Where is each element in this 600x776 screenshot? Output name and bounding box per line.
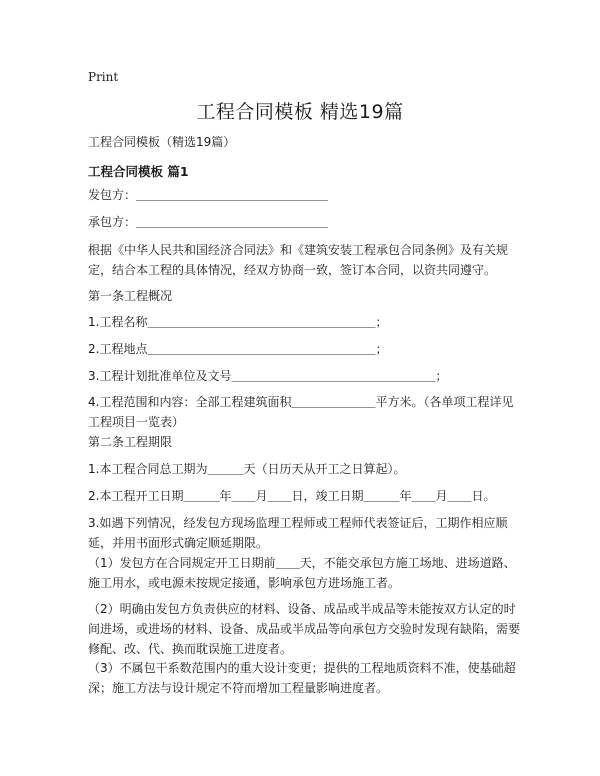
total-duration-line: 1.本工程合同总工期为＿＿＿天（日历天从开工之日算起）。 — [88, 462, 406, 476]
section-heading: 工程合同模板 篇1 — [88, 164, 189, 179]
condition-2-paragraph: （2）明确由发包方负责供应的材料、设备、成品或半成品等未能按双方认定的时间进场，或进场的材料、设备、成品或半成品等向承包方交验时发现有缺陷，需要修配、改、代、换而耽误施工进度者。 — [88, 602, 521, 656]
condition-3-paragraph: （3）不属包干系数范围内的重大设计变更；提供的工程地质资料不准，使基础超深；施工方法与设计规定不符而增加工程量影响进度者。 — [88, 661, 516, 695]
document-subtitle: 工程合同模板（精选19篇） — [88, 135, 236, 149]
project-name-line: 1.工程名称＿＿＿＿＿＿＿＿＿＿＿＿＿＿＿＿＿＿＿； — [88, 315, 388, 329]
print-link[interactable]: Print — [88, 70, 119, 84]
article-2-heading: 第二条工程期限 — [88, 435, 173, 449]
project-scope-paragraph: 4.工程范围和内容：全部工程建筑面积＿＿＿＿＿＿＿平方米。（各单项工程详见工程项目一览表） — [88, 395, 514, 429]
extension-conditions-paragraph: 3.如遇下列情况，经发包方现场监理工程师或工程师代表签证后，工期作相应顺延，并用书面形式确定顺延期限。 — [88, 516, 508, 550]
approval-unit-line: 3.工程计划批准单位及文号＿＿＿＿＿＿＿＿＿＿＿＿＿＿＿＿＿； — [88, 369, 448, 383]
condition-1-paragraph: （1）发包方在合同规定开工日期前＿＿天，不能交承包方施工场地、进场道路、施工用水，或电源未按规定接通，影响承包方进场施工者。 — [88, 556, 516, 590]
document-title: 工程合同模板 精选19篇 — [196, 101, 404, 123]
preamble-paragraph: 根据《中华人民共和国经济合同法》和《建筑安装工程承包合同条例》及有关规定，结合本工程的具体情况，经双方协商一致，签订本合同，以资共同遵守。 — [88, 243, 509, 277]
article-1-heading: 第一条工程概况 — [88, 289, 173, 303]
party-b-line: 承包方：＿＿＿＿＿＿＿＿＿＿＿＿＿＿＿＿ — [88, 215, 329, 229]
party-a-line: 发包方：＿＿＿＿＿＿＿＿＿＿＿＿＿＿＿＿ — [88, 188, 329, 202]
project-location-line: 2.工程地点＿＿＿＿＿＿＿＿＿＿＿＿＿＿＿＿＿＿＿； — [88, 342, 388, 356]
start-end-date-line: 2.本工程开工日期＿＿＿年＿＿月＿＿日，竣工日期＿＿＿年＿＿月＿＿日。 — [88, 489, 496, 503]
